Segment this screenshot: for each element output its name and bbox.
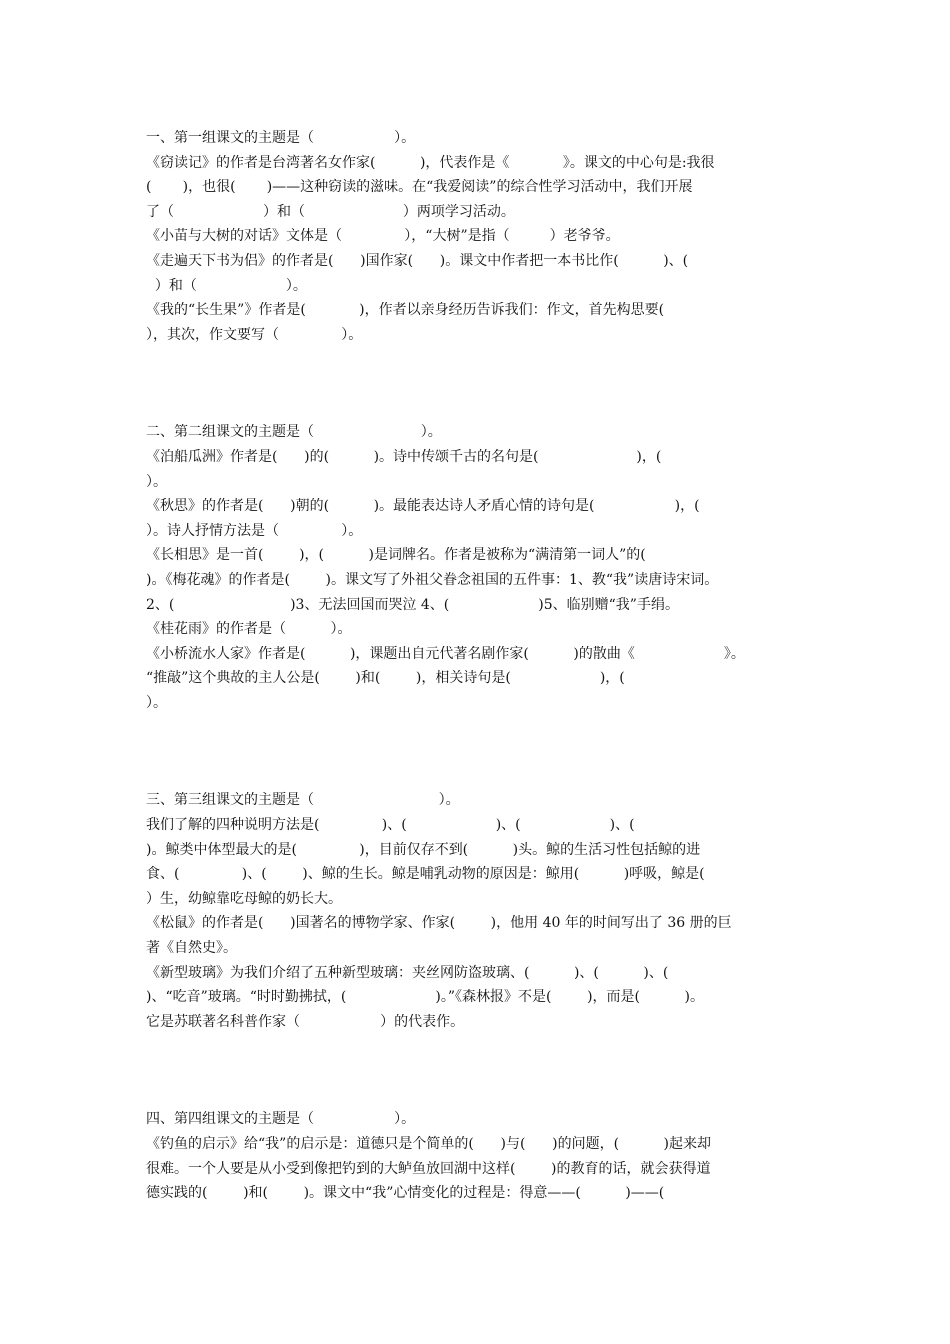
text-line: ）生，幼鲸靠吃母鲸的奶长大。 bbox=[146, 890, 342, 907]
section-2-heading: 二、第二组课文的主题是（ ）。 bbox=[146, 424, 442, 441]
text-line: 《小苗与大树的对话》文体是（ ），“大树”是指（ ）老爷爷。 bbox=[146, 228, 620, 245]
text-line: 2、( )3、无法回国而哭泣 4、( )5、临别赠“我”手绢。 bbox=[146, 596, 679, 613]
text-line: 著《自然史》。 bbox=[146, 940, 237, 957]
text-line: )。鲸类中体型最大的是( )，目前仅存不到( )头。鲸的生活习性包括鲸的进 bbox=[146, 841, 701, 858]
text-line: 《走遍天下书为侣》的作者是( )国作家( )。课文中作者把一本书比作( )、( bbox=[146, 252, 689, 269]
section-1 bbox=[146, 126, 816, 347]
section-spacer bbox=[146, 347, 816, 420]
text-line: ）。 bbox=[146, 473, 167, 490]
text-line: 《小桥流水人家》作者是( )，课题出自元代著名剧作家( )的散曲《 》。 bbox=[146, 645, 745, 662]
text-line: 《秋思》的作者是( )朝的( )。最能表达诗人矛盾心情的诗句是( )，( bbox=[146, 498, 700, 515]
text-line: 食、( )、( )、鲸的生长。鲸是哺乳动物的原因是：鲸用( )呼吸，鲸是( bbox=[146, 866, 705, 883]
section-spacer bbox=[146, 1034, 816, 1107]
text-line: ），其次，作文要写（ ）。 bbox=[146, 326, 363, 343]
text-line: 《长相思》是一首( )，( )是词牌名。作者是被称为“满清第一词人”的( bbox=[146, 547, 646, 564]
section-3 bbox=[146, 788, 816, 1034]
text-line: ）和（ ）。 bbox=[146, 277, 307, 294]
text-line: 我们了解的四种说明方法是( )、( )、( )、( bbox=[146, 817, 635, 834]
text-line: 很难。一个人要是从小受到像把钓到的大鲈鱼放回湖中这样( )的教育的话，就会获得道 bbox=[146, 1160, 711, 1177]
document-page bbox=[146, 126, 816, 1206]
text-line: 《窃读记》的作者是台湾著名女作家( )，代表作是《 》。课文的中心句是:我很 bbox=[146, 154, 715, 171]
text-line: 《泊船瓜洲》作者是( )的( )。诗中传颂千古的名句是( )，( bbox=[146, 448, 662, 465]
text-line: )。《梅花魂》的作者是( )。课文写了外祖父眷念祖国的五件事：1、教“我”读唐诗宋词。 bbox=[146, 571, 719, 588]
text-line: ( )，也很( )——这种窃读的滋味。在“我爱阅读”的综合性学习活动中，我们开展 bbox=[146, 179, 693, 196]
section-spacer bbox=[146, 715, 816, 788]
section-2 bbox=[146, 420, 816, 715]
section-1-heading: 一、第一组课文的主题是（ ）。 bbox=[146, 130, 416, 146]
text-line: 《新型玻璃》为我们介绍了五种新型玻璃：夹丝网防盗玻璃、( )、( )、( bbox=[146, 964, 669, 981]
text-line: 《桂花雨》的作者是（ ）。 bbox=[146, 621, 352, 638]
text-line: 《松鼠》的作者是( )国著名的博物学家、作家( )，他用 40 年的时间写出了 36 册的巨 bbox=[146, 915, 732, 932]
text-line: 德实践的( )和( )。课文中“我”心情变化的过程是：得意——( )——( bbox=[146, 1185, 665, 1202]
text-line: )、“吃音”玻璃。“时时勤拂拭，( )。”《森林报》不是( )，而是( )。 bbox=[146, 989, 704, 1006]
text-line: 《我的“长生果”》作者是( )，作者以亲身经历告诉我们：作文，首先构思要( bbox=[146, 302, 665, 319]
text-line: ）。 bbox=[146, 694, 167, 711]
text-line: 它是苏联著名科普作家（ ）的代表作。 bbox=[146, 1013, 465, 1030]
text-line: 了（ ）和（ ）两项学习活动。 bbox=[146, 203, 515, 220]
section-4-heading: 四、第四组课文的主题是（ ）。 bbox=[146, 1111, 416, 1128]
text-line: “推敲”这个典故的主人公是( )和( )，相关诗句是( )，( bbox=[146, 670, 625, 687]
text-line: ）。诗人抒情方法是（ ）。 bbox=[146, 522, 363, 539]
section-4 bbox=[146, 1107, 816, 1205]
text-line: 《钓鱼的启示》给“我”的启示是：道德只是个简单的( )与( )的问题，( )起来却 bbox=[146, 1136, 711, 1152]
section-3-heading: 三、第三组课文的主题是（ ）。 bbox=[146, 792, 460, 809]
